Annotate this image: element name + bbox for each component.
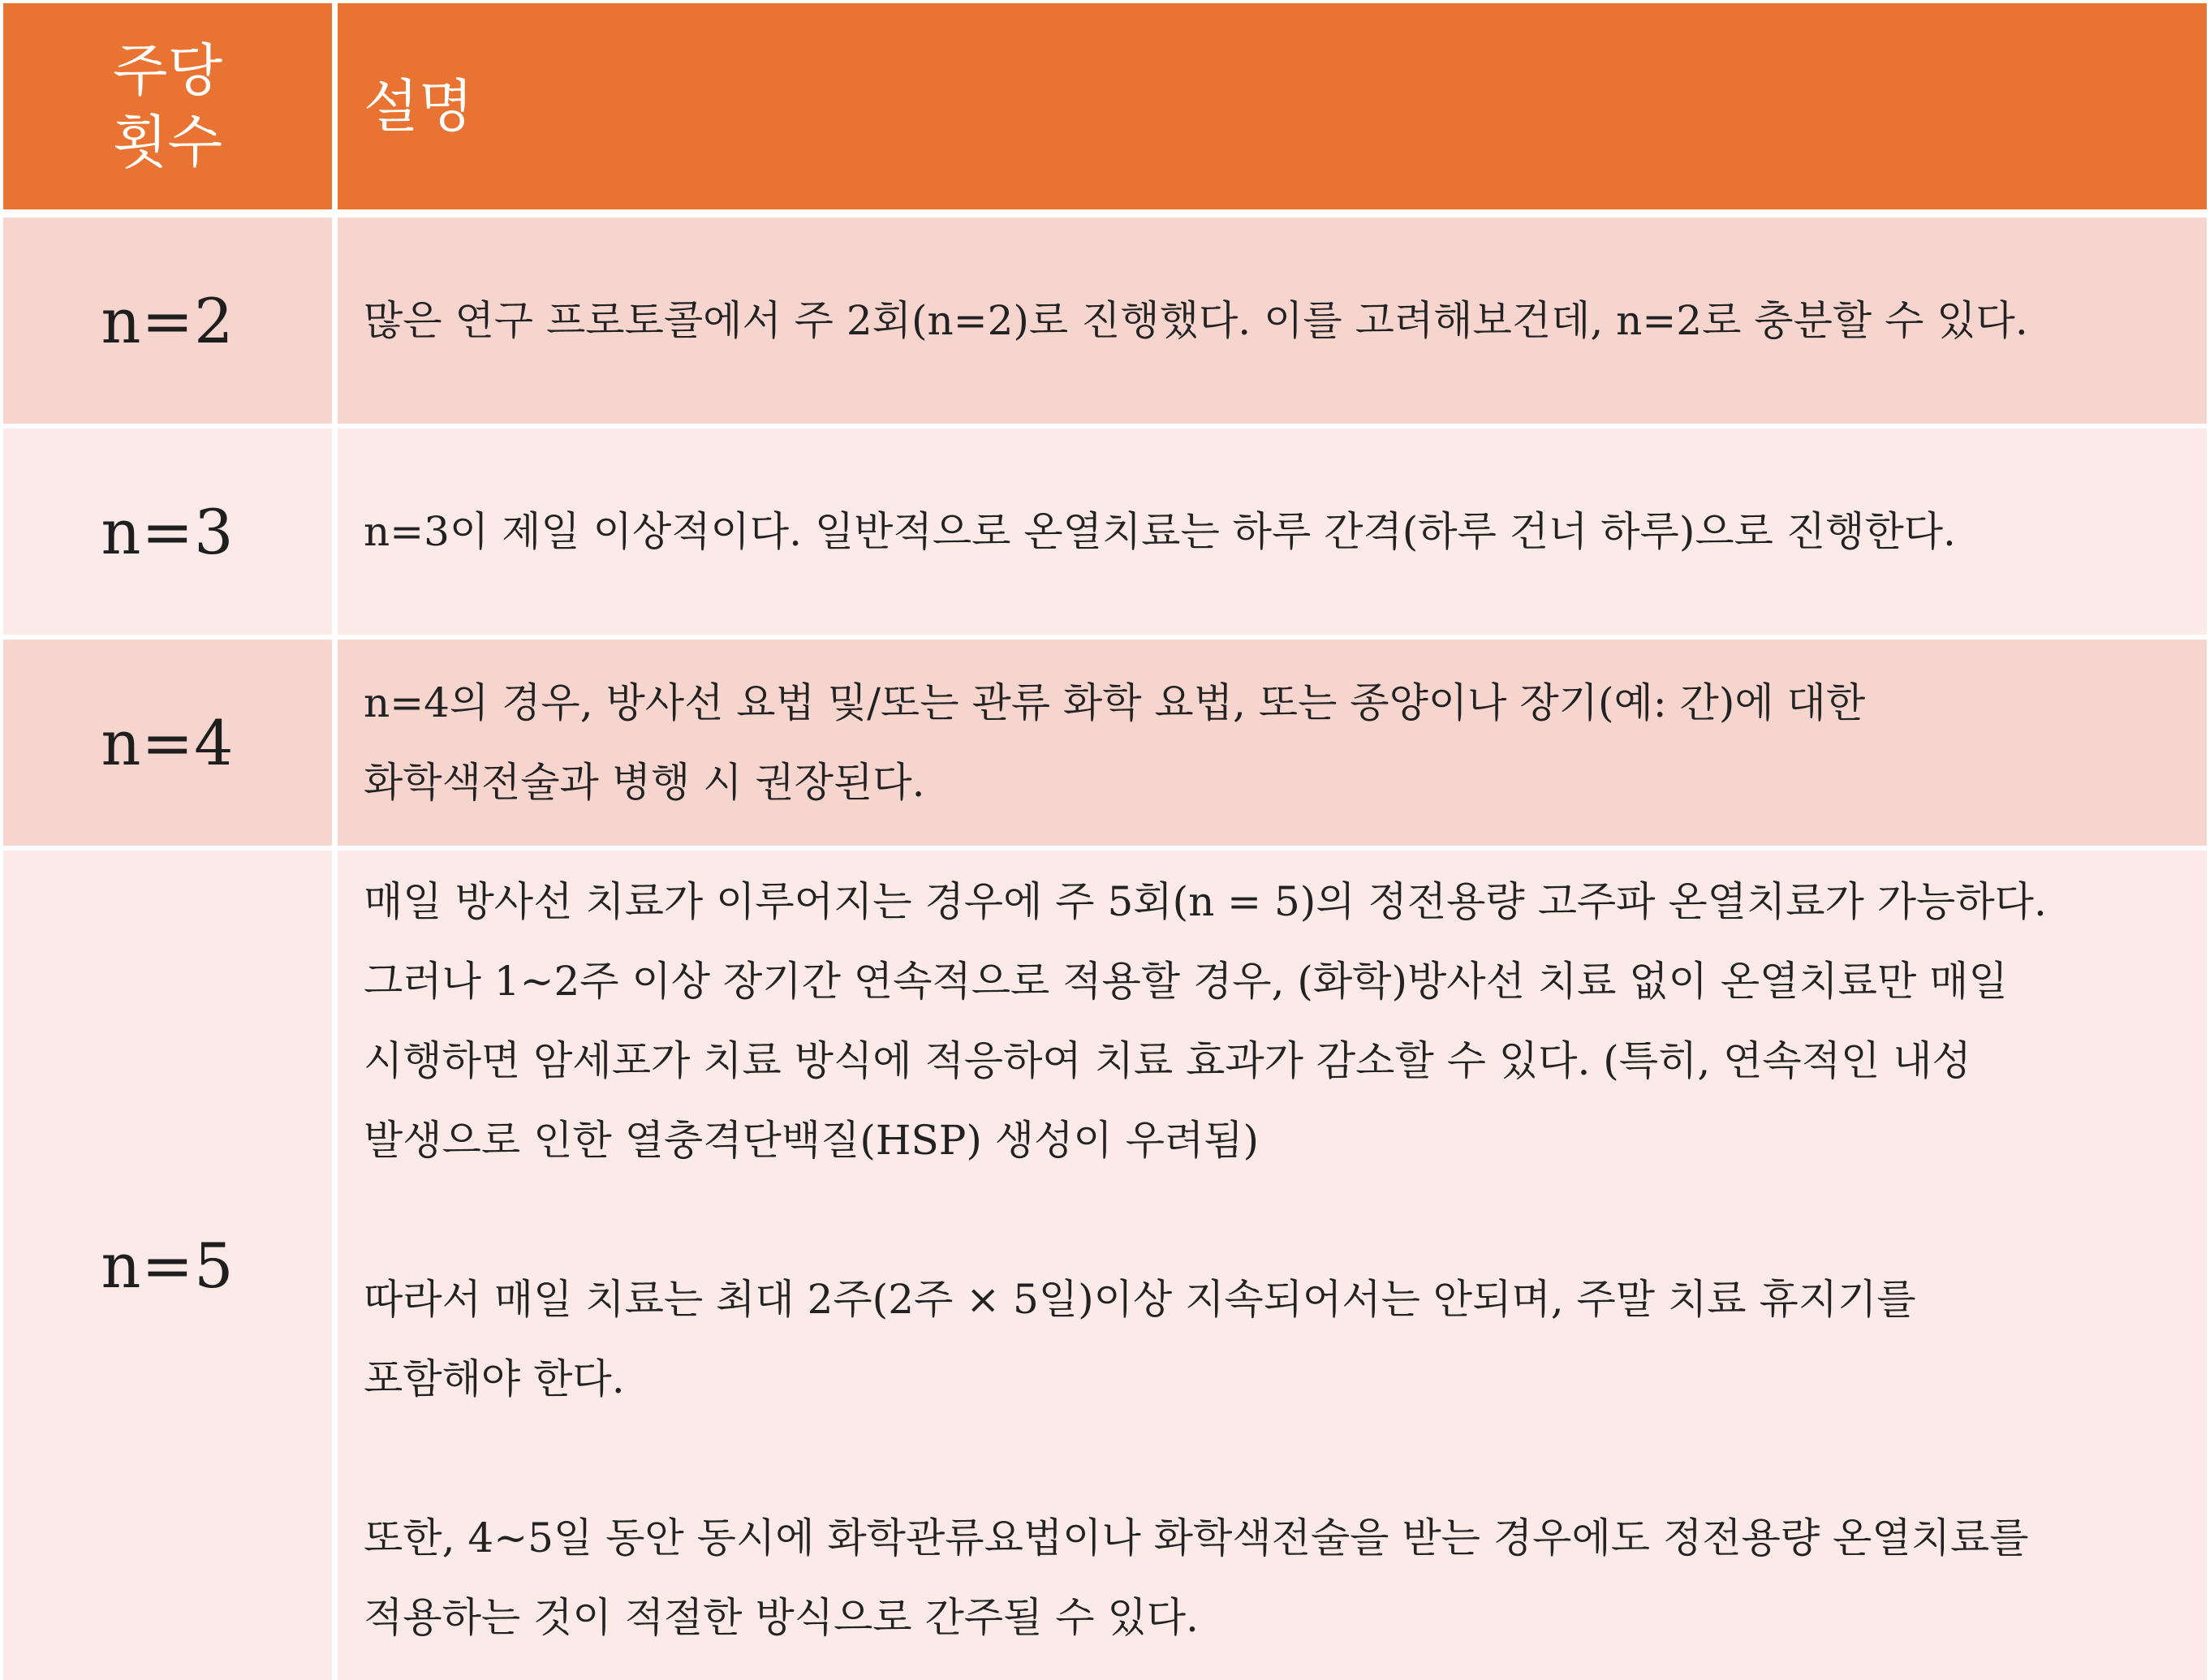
paragraph-spacer bbox=[364, 1180, 2207, 1260]
frequency-cell bbox=[3, 429, 332, 635]
table-header-row bbox=[0, 3, 2210, 209]
header-frequency-label-line2: 횟수 bbox=[112, 109, 223, 175]
description-line: 적용하는 것이 적절한 방식으로 간주될 수 있다. bbox=[364, 1594, 1199, 1641]
header-frequency-label bbox=[113, 35, 222, 178]
table-row bbox=[0, 429, 2210, 635]
table-row bbox=[0, 640, 2210, 846]
description-line: 따라서 매일 치료는 최대 2주(2주 × 5일)이상 지속되어서는 안되며, 주말 치료 휴지기를 bbox=[364, 1276, 1916, 1323]
frequency-cell bbox=[3, 640, 332, 846]
frequency-value: n=2 bbox=[101, 284, 235, 357]
description-cell bbox=[338, 429, 2207, 635]
paragraph-spacer bbox=[364, 1419, 2207, 1498]
description-line: 또한, 4~5일 동안 동시에 화학관류요법이나 화학색전술을 받는 경우에도 정전용량 온열치료를 bbox=[364, 1514, 2029, 1562]
description-line: n=3이 제일 이상적이다. 일반적으로 온열치료는 하루 간격(하루 건너 하루)으로 진행한다. bbox=[364, 508, 1956, 555]
frequency-value: n=4 bbox=[101, 706, 235, 779]
table-row bbox=[0, 218, 2210, 424]
description-line: 많은 연구 프로토콜에서 주 2회(n=2)로 진행했다. 이를 고려해보건데, n=2로 충분할 수 있다. bbox=[364, 297, 2028, 344]
header-frequency-label-line1: 주당 bbox=[112, 37, 223, 104]
description-line: 그러나 1~2주 이상 장기간 연속적으로 적용할 경우, (화학)방사선 치료 없이 온열치료만 매일 bbox=[364, 958, 2008, 1005]
header-description-label: 설명 bbox=[364, 73, 474, 140]
frequency-cell bbox=[3, 218, 332, 424]
description-line: 포함해야 한다. bbox=[364, 1355, 625, 1402]
frequency-cell bbox=[3, 851, 332, 1680]
description-line: 화학색전술과 병행 시 권장된다. bbox=[364, 759, 925, 806]
description-line: 매일 방사선 치료가 이루어지는 경우에 주 5회(n = 5)의 정전용량 고주파 온열치료가 가능하다. bbox=[364, 878, 2047, 925]
description-line: 발생으로 인한 열충격단백질(HSP) 생성이 우려됨) bbox=[364, 1117, 1259, 1164]
description-cell bbox=[338, 851, 2207, 1680]
description-line: 시행하면 암세포가 치료 방식에 적응하여 치료 효과가 감소할 수 있다. (특히, 연속적인 내성 bbox=[364, 1037, 1971, 1084]
description-line: n=4의 경우, 방사선 요법 및/또는 관류 화학 요법, 또는 종양이나 장기(예: 간)에 대한 bbox=[364, 679, 1866, 726]
frequency-value: n=3 bbox=[101, 495, 235, 568]
header-frequency-cell bbox=[3, 3, 332, 209]
frequency-value: n=5 bbox=[101, 1229, 235, 1302]
description-cell bbox=[338, 640, 2207, 846]
header-description-cell bbox=[338, 3, 2207, 209]
table-row bbox=[0, 851, 2210, 1680]
description-cell bbox=[338, 218, 2207, 424]
